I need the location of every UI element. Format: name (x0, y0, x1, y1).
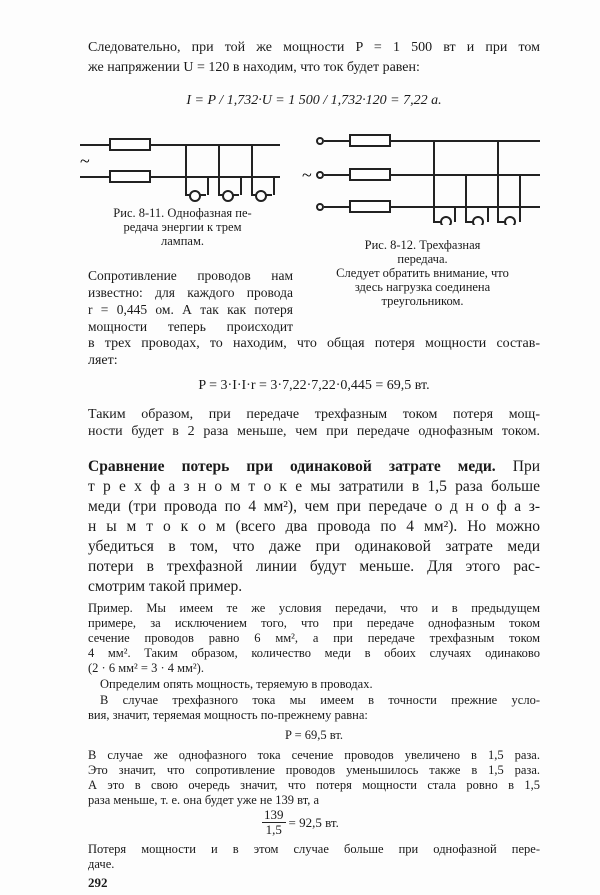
figure-8-12-three-phase-diagram (300, 125, 545, 225)
text-line: А это в свою очередь значит, что потеря мощности стала ровно в 1,5 (88, 778, 540, 792)
text-line: известно: для каждого провода (88, 285, 293, 300)
figure-caption: Рис. 8-11. Однофазная пе- (113, 206, 252, 220)
page-number: 292 (88, 875, 108, 890)
text-line: раза меньше, т. е. она будет уже не 139 вт, а (88, 793, 320, 807)
formula-result: = 92,5 вт. (288, 814, 339, 830)
text-line: даче. (88, 857, 115, 871)
figure-caption: Следует обратить внимание, что (336, 266, 509, 280)
text-line: т р е х ф а з н о м т о к е мы затратили в 1,5 раза больше (88, 478, 540, 495)
denominator: 1,5 (265, 822, 282, 837)
text-line: примере, за исключением того, что при передаче однофазным током (88, 616, 540, 630)
text-line: Сравнение потерь при одинаковой затрате меди. При (88, 458, 540, 475)
figure-8-11-single-phase-diagram (80, 125, 285, 210)
text-line: Сопротивление проводов нам (88, 268, 293, 283)
text-line: ляет: (88, 353, 118, 368)
text-line: сечение проводов равно 6 мм², а при передаче трехфазным током (88, 631, 540, 645)
text-line: в трех проводах, то находим, что общая потеря мощности состав- (88, 336, 540, 351)
figure-caption: Рис. 8-12. Трехфазная (364, 238, 481, 252)
formula: P = 3·I·I·r = 3·7,22·7,22·0,445 = 69,5 вт. (198, 378, 430, 393)
text-line: же напряжении U = 120 в находим, что ток будет равен: (88, 60, 420, 75)
text-line: В случае же однофазного тока сечение проводов увеличено в 1,5 раза. (88, 748, 540, 762)
text-line: потери в трехфазной линии будут меньше. Для этого рас- (88, 558, 540, 575)
text-line: ности будет в 2 раза меньше, чем при передаче однофазным током. (88, 424, 540, 439)
figure-caption: передача. (397, 252, 448, 266)
formula: P = 69,5 вт. (284, 728, 344, 742)
figure-caption: лампам. (161, 234, 204, 248)
text-line: Определим опять мощность, теряемую в проводах. (100, 677, 373, 691)
text-line: вия, значит, теряемая мощность по-прежнему равна: (88, 708, 368, 722)
text-line: (2 · 6 мм² = 3 · 4 мм²). (88, 661, 204, 675)
numerator: 139 (264, 807, 284, 822)
svg-text:~: ~ (302, 165, 312, 185)
section-heading: Сравнение потерь при одинаковой затрате меди. (88, 458, 496, 475)
figure-caption: редача энергии к трем (123, 220, 242, 234)
text-line: смотрим такой пример. (88, 578, 243, 595)
text-line: Пример. Мы имеем те же условия передачи, что и в предыдущем (88, 601, 540, 615)
text-line: Потеря мощности и в этом случае больше при однофазной пере- (88, 842, 540, 856)
text-line: В случае трехфазного тока мы имеем в точности прежние усло- (100, 693, 540, 707)
text-line: Это значит, что сопротивление проводов уменьшилось также в 1,5 раза. (88, 763, 540, 777)
text-line: мощности теперь происходит (88, 319, 293, 334)
text-line: Следовательно, при той же мощности P = 1 500 вт и при том (88, 40, 540, 55)
text-line: r = 0,445 ом. А так как потеря (88, 302, 293, 317)
text-line: н ы м т о к о м (всего два провода по 4 мм²). Но можно (88, 518, 540, 535)
text-line: убедиться в том, что даже при одинаковой затрате меди (88, 538, 540, 555)
formula: I = P / 1,732·U = 1 500 / 1,732·120 = 7,22 а. (186, 93, 442, 108)
svg-text:~: ~ (80, 151, 90, 171)
text-line: Таким образом, при передаче трехфазным током потеря мощ- (88, 407, 540, 422)
figure-caption: здесь нагрузка соединена (354, 280, 491, 294)
text-line: меди (три провода по 4 мм²), чем при передаче о д н о ф а з- (88, 498, 540, 515)
formula-fraction (262, 808, 339, 837)
text-line: 4 мм². Таким образом, количество меди в обоих случаях одинаково (88, 646, 540, 660)
figure-caption: треугольником. (381, 294, 464, 308)
